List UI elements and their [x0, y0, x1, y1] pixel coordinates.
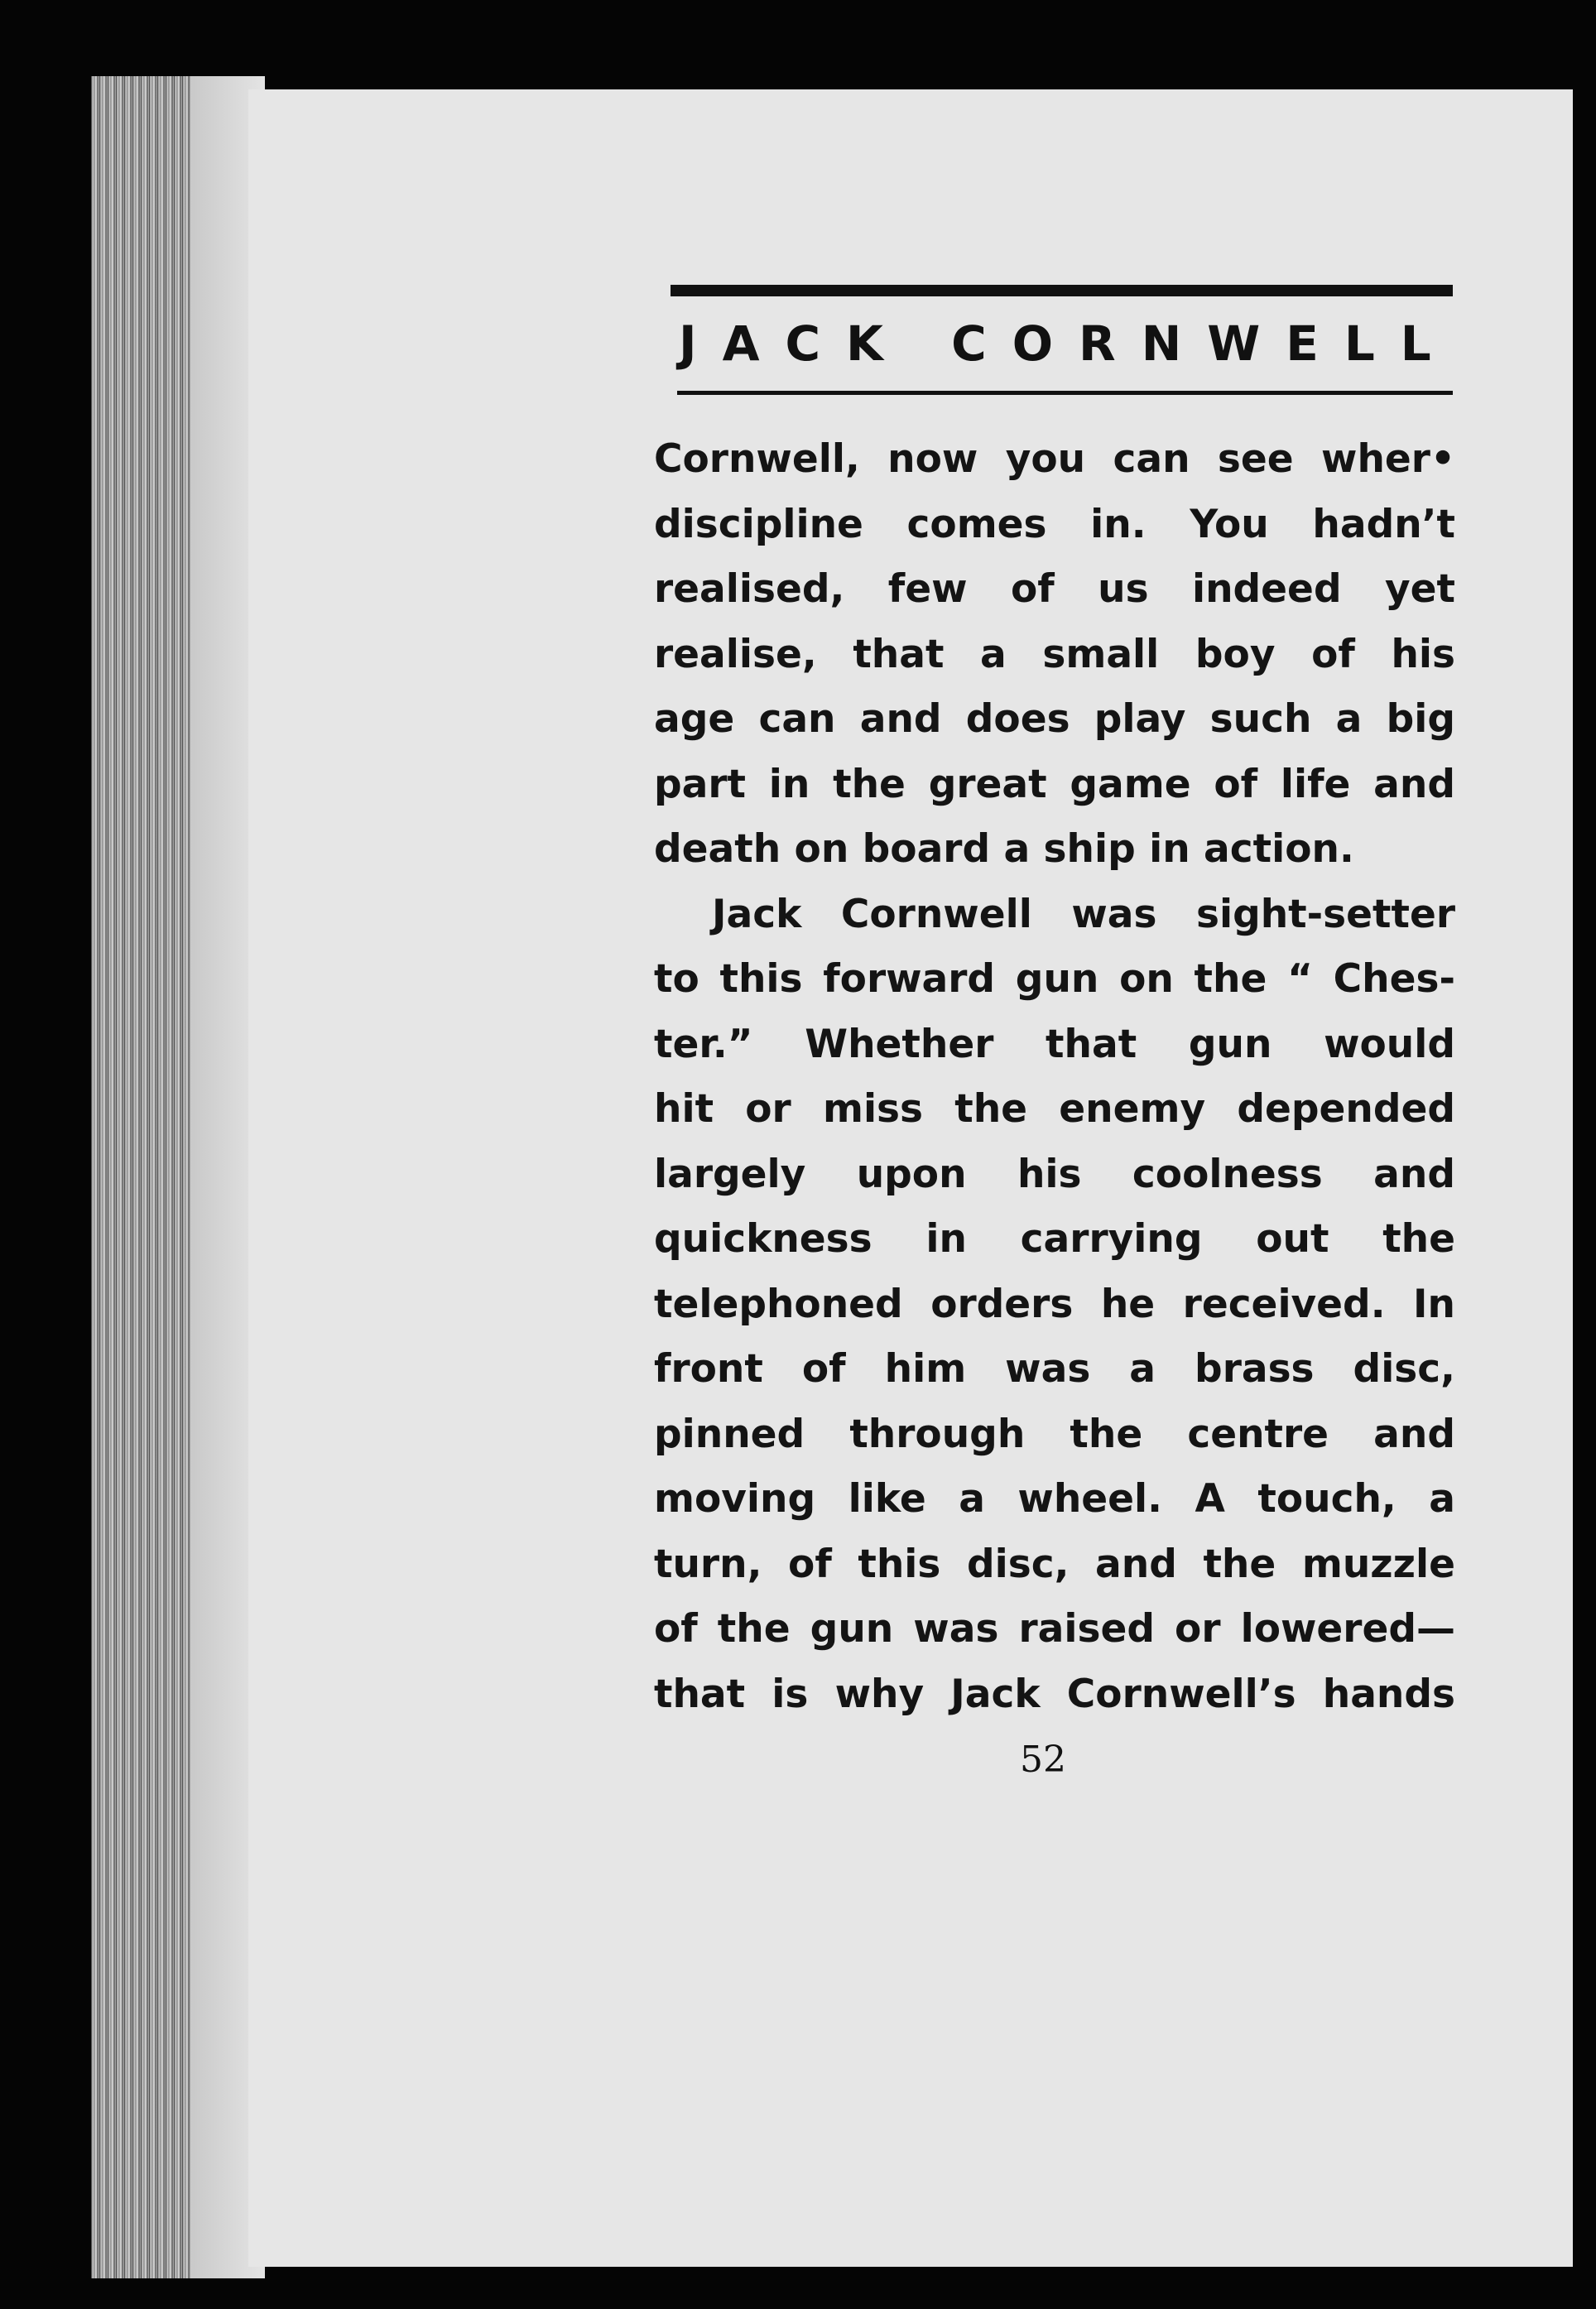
text-line: Jack Cornwell was sight-setter — [712, 891, 1455, 937]
text-line: Cornwell, now you can see wher• — [654, 436, 1455, 482]
text-line: hit or miss the enemy depended — [654, 1086, 1455, 1132]
text-line: front of him was a brass disc, — [654, 1346, 1455, 1392]
page-number: 52 — [1020, 1739, 1066, 1781]
header-bottom-rule — [677, 391, 1453, 395]
text-line: to this forward gun on the “ Ches- — [654, 956, 1455, 1002]
text-line: that is why Jack Cornwell’s hands — [654, 1671, 1455, 1717]
text-line: death on board a ship in action. — [654, 826, 1354, 872]
text-line: quickness in carrying out the — [654, 1216, 1455, 1262]
text-line: part in the great game of life and — [654, 761, 1455, 807]
text-line: age can and does play such a big — [654, 696, 1455, 742]
text-line: moving like a wheel. A touch, a — [654, 1476, 1455, 1522]
text-line: realise, that a small boy of his — [654, 631, 1455, 677]
text-line: realised, few of us indeed yet — [654, 566, 1455, 612]
text-line: discipline comes in. You hadn’t — [654, 501, 1455, 547]
text-line: ter.” Whether that gun would — [654, 1021, 1455, 1067]
text-line: turn, of this disc, and the muzzle — [654, 1541, 1455, 1587]
header-top-rule — [671, 285, 1453, 296]
page-edges — [91, 76, 265, 2278]
text-line: of the gun was raised or lowered— — [654, 1606, 1455, 1652]
body-text — [654, 427, 1455, 1727]
text-line: telephoned orders he received. In — [654, 1281, 1455, 1327]
text-line: largely upon his coolness and — [654, 1151, 1455, 1197]
text-line: pinned through the centre and — [654, 1411, 1455, 1457]
running-header: JACK CORNWELL — [679, 315, 1457, 372]
